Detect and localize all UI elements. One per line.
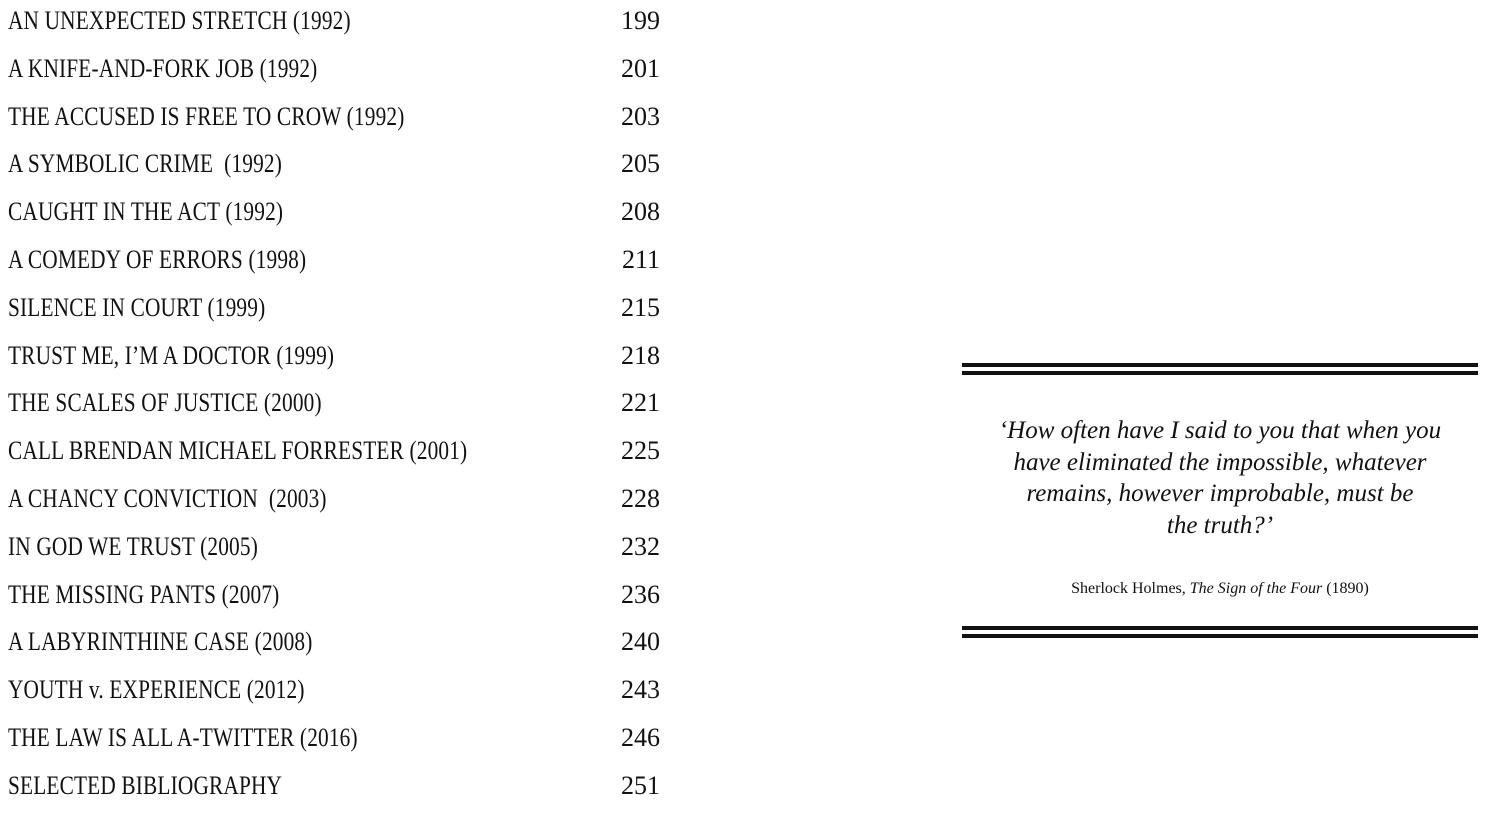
toc-entry[interactable]	[8, 430, 664, 478]
toc-entry-title: AN UNEXPECTED STRETCH (1992)	[8, 6, 351, 35]
rule-line	[962, 363, 1478, 367]
toc-entry-page: 251	[621, 770, 660, 800]
toc-entry[interactable]	[8, 574, 664, 622]
epigraph	[962, 363, 1478, 641]
toc-entry[interactable]	[8, 48, 664, 96]
quote-line: remains, however improbable, must be	[1026, 480, 1414, 507]
toc-entry-page: 221	[621, 388, 660, 418]
toc-entry-page: 205	[621, 149, 660, 179]
toc-entry-title: THE SCALES OF JUSTICE (2000)	[8, 388, 322, 418]
toc-entry-title: CALL BRENDAN MICHAEL FORRESTER (2001)	[8, 436, 468, 466]
toc-entry-title: YOUTH v. EXPERIENCE (2012)	[8, 675, 305, 705]
toc-entry-title: THE ACCUSED IS FREE TO CROW (1992)	[8, 101, 405, 131]
toc-entry[interactable]	[8, 526, 664, 574]
toc-entry-page: 228	[621, 483, 660, 513]
toc-entry[interactable]	[8, 143, 664, 191]
toc-entry-page: 236	[621, 579, 660, 609]
toc-entry-title: THE LAW IS ALL A-TWITTER (2016)	[8, 722, 358, 752]
toc-entry[interactable]	[8, 0, 664, 48]
toc-entry-title: TRUST ME, I’M A DOCTOR (1999)	[8, 340, 335, 370]
toc-entry[interactable]	[8, 287, 664, 335]
toc-entry[interactable]	[8, 239, 664, 287]
toc-entry-title: CAUGHT IN THE ACT (1992)	[8, 197, 284, 227]
toc-entry-page: 208	[621, 197, 660, 227]
toc-entry[interactable]	[8, 717, 664, 765]
toc-entry-page: 211	[621, 244, 660, 274]
epigraph-quote	[962, 415, 1478, 541]
toc-entry[interactable]	[8, 382, 664, 430]
toc-entry[interactable]	[8, 765, 664, 813]
epigraph-attribution	[962, 579, 1478, 599]
toc-entry-page: 199	[621, 6, 660, 35]
toc-entry[interactable]	[8, 96, 664, 144]
attribution-work: The Sign of the Four	[1189, 580, 1323, 597]
toc-entry[interactable]	[8, 478, 664, 526]
toc-entry-title: A SYMBOLIC CRIME (1992)	[8, 149, 283, 179]
toc-entry-title: SILENCE IN COURT (1999)	[8, 292, 266, 322]
toc-entry-title: A CHANCY CONVICTION (2003)	[8, 483, 327, 513]
toc-entry-title: SELECTED BIBLIOGRAPHY	[8, 770, 283, 800]
toc-entry[interactable]	[8, 335, 664, 383]
toc-entry-page: 232	[621, 531, 660, 561]
quote-line: ‘How often have I said to you that when you	[998, 417, 1442, 444]
toc-entry-page: 215	[621, 292, 660, 322]
rule-line	[962, 626, 1478, 630]
toc-entry[interactable]	[8, 669, 664, 717]
toc-entry-page: 246	[621, 722, 660, 752]
table-of-contents	[8, 0, 664, 813]
attribution-year: (1890)	[1322, 580, 1369, 597]
bottom-double-rule	[962, 626, 1478, 640]
toc-entry-title: A KNIFE-AND-FORK JOB (1992)	[8, 53, 318, 83]
quote-line: the truth?’	[1166, 511, 1274, 539]
toc-entry-title: A LABYRINTHINE CASE (2008)	[8, 627, 313, 657]
toc-entry[interactable]	[8, 191, 664, 239]
attribution-author: Sherlock Holmes,	[1071, 580, 1190, 597]
toc-entry-page: 201	[621, 53, 660, 83]
rule-line	[962, 634, 1478, 638]
toc-entry-title: IN GOD WE TRUST (2005)	[8, 531, 258, 561]
toc-entry-page: 243	[621, 675, 660, 705]
toc-entry-page: 225	[621, 436, 660, 466]
toc-entry-page: 203	[621, 101, 660, 131]
rule-line	[962, 371, 1478, 375]
toc-entry[interactable]	[8, 621, 664, 669]
toc-entry-title: A COMEDY OF ERRORS (1998)	[8, 244, 307, 274]
toc-entry-page: 240	[621, 627, 660, 657]
top-double-rule	[962, 363, 1478, 377]
quote-line: have eliminated the impossible, whatever	[1013, 448, 1427, 476]
toc-entry-page: 218	[621, 340, 660, 370]
toc-entry-title: THE MISSING PANTS (2007)	[8, 579, 280, 609]
